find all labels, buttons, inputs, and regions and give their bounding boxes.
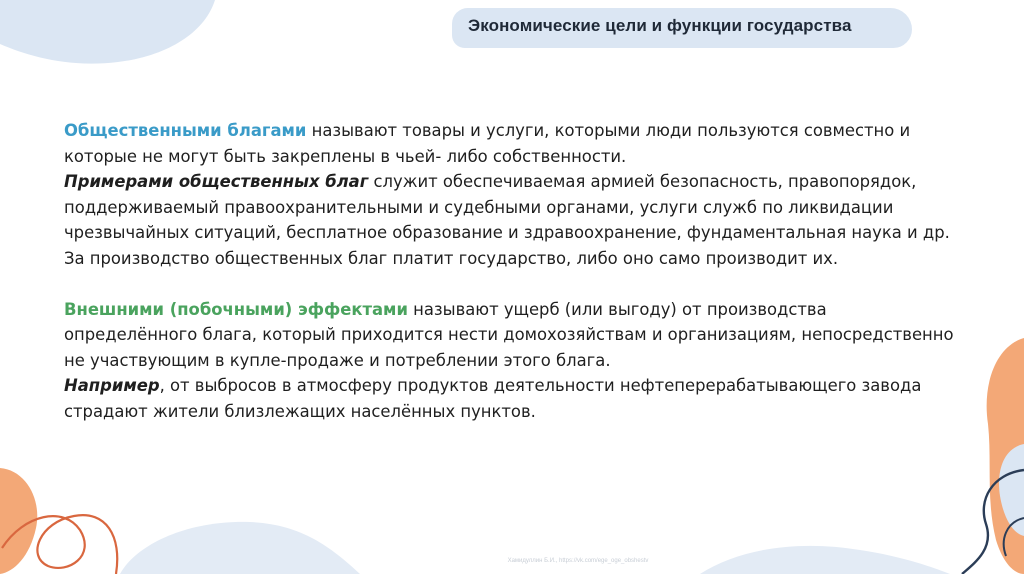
examples-text: служит обеспечиваемая армией безопасность, правопорядок, поддерживаемый правоохранительными и судебными органами, услуги служб по ликвидации чрезвычайных ситуаций, бесплатное образование и здравоохранение, фундаментальная наука и др. — [64, 172, 950, 242]
bottom-center-blue-blob — [700, 546, 950, 574]
top-left-blue-blob — [0, 0, 215, 64]
paragraph-example-externality — [64, 373, 964, 424]
bottom-left-blue-blob — [120, 522, 360, 574]
paragraph-examples — [64, 169, 964, 246]
definition-public-goods: называют товары и услуги, которыми люди пользуются совместно и которые не могут быть закреплены в чьей- либо собственности. — [64, 121, 911, 166]
term-for-example: Например — [64, 376, 160, 395]
paragraph-funding: За производство общественных благ платит государство, либо оно само производит их. — [64, 248, 839, 268]
definition-externalities: называют ущерб (или выгоду) от производства определённого блага, который приходится нести домохозяйствам и организациям, непосредственно не участвующим в купле-продаже и потреблении этого блага. — [64, 299, 954, 370]
term-public-goods: Общественными благами — [64, 121, 307, 140]
paragraph-externalities — [64, 297, 964, 374]
term-externalities: Внешними (побочными) эффектами — [64, 299, 408, 319]
paragraph-public-goods — [64, 118, 964, 169]
page-title: Экономические цели и функции государства — [468, 16, 852, 35]
content-body — [64, 118, 964, 424]
paragraph-spacer — [64, 271, 964, 297]
example-externality-text: , от выбросов в атмосферу продуктов деятельности нефтеперерабатывающего завода страдают жители близлежащих населённых пунктов. — [64, 376, 922, 421]
term-examples: Примерами общественных благ — [64, 172, 369, 191]
footer-credit: Хамидуллин Б.И., https://vk.com/ege_oge_obshestv — [507, 558, 649, 564]
